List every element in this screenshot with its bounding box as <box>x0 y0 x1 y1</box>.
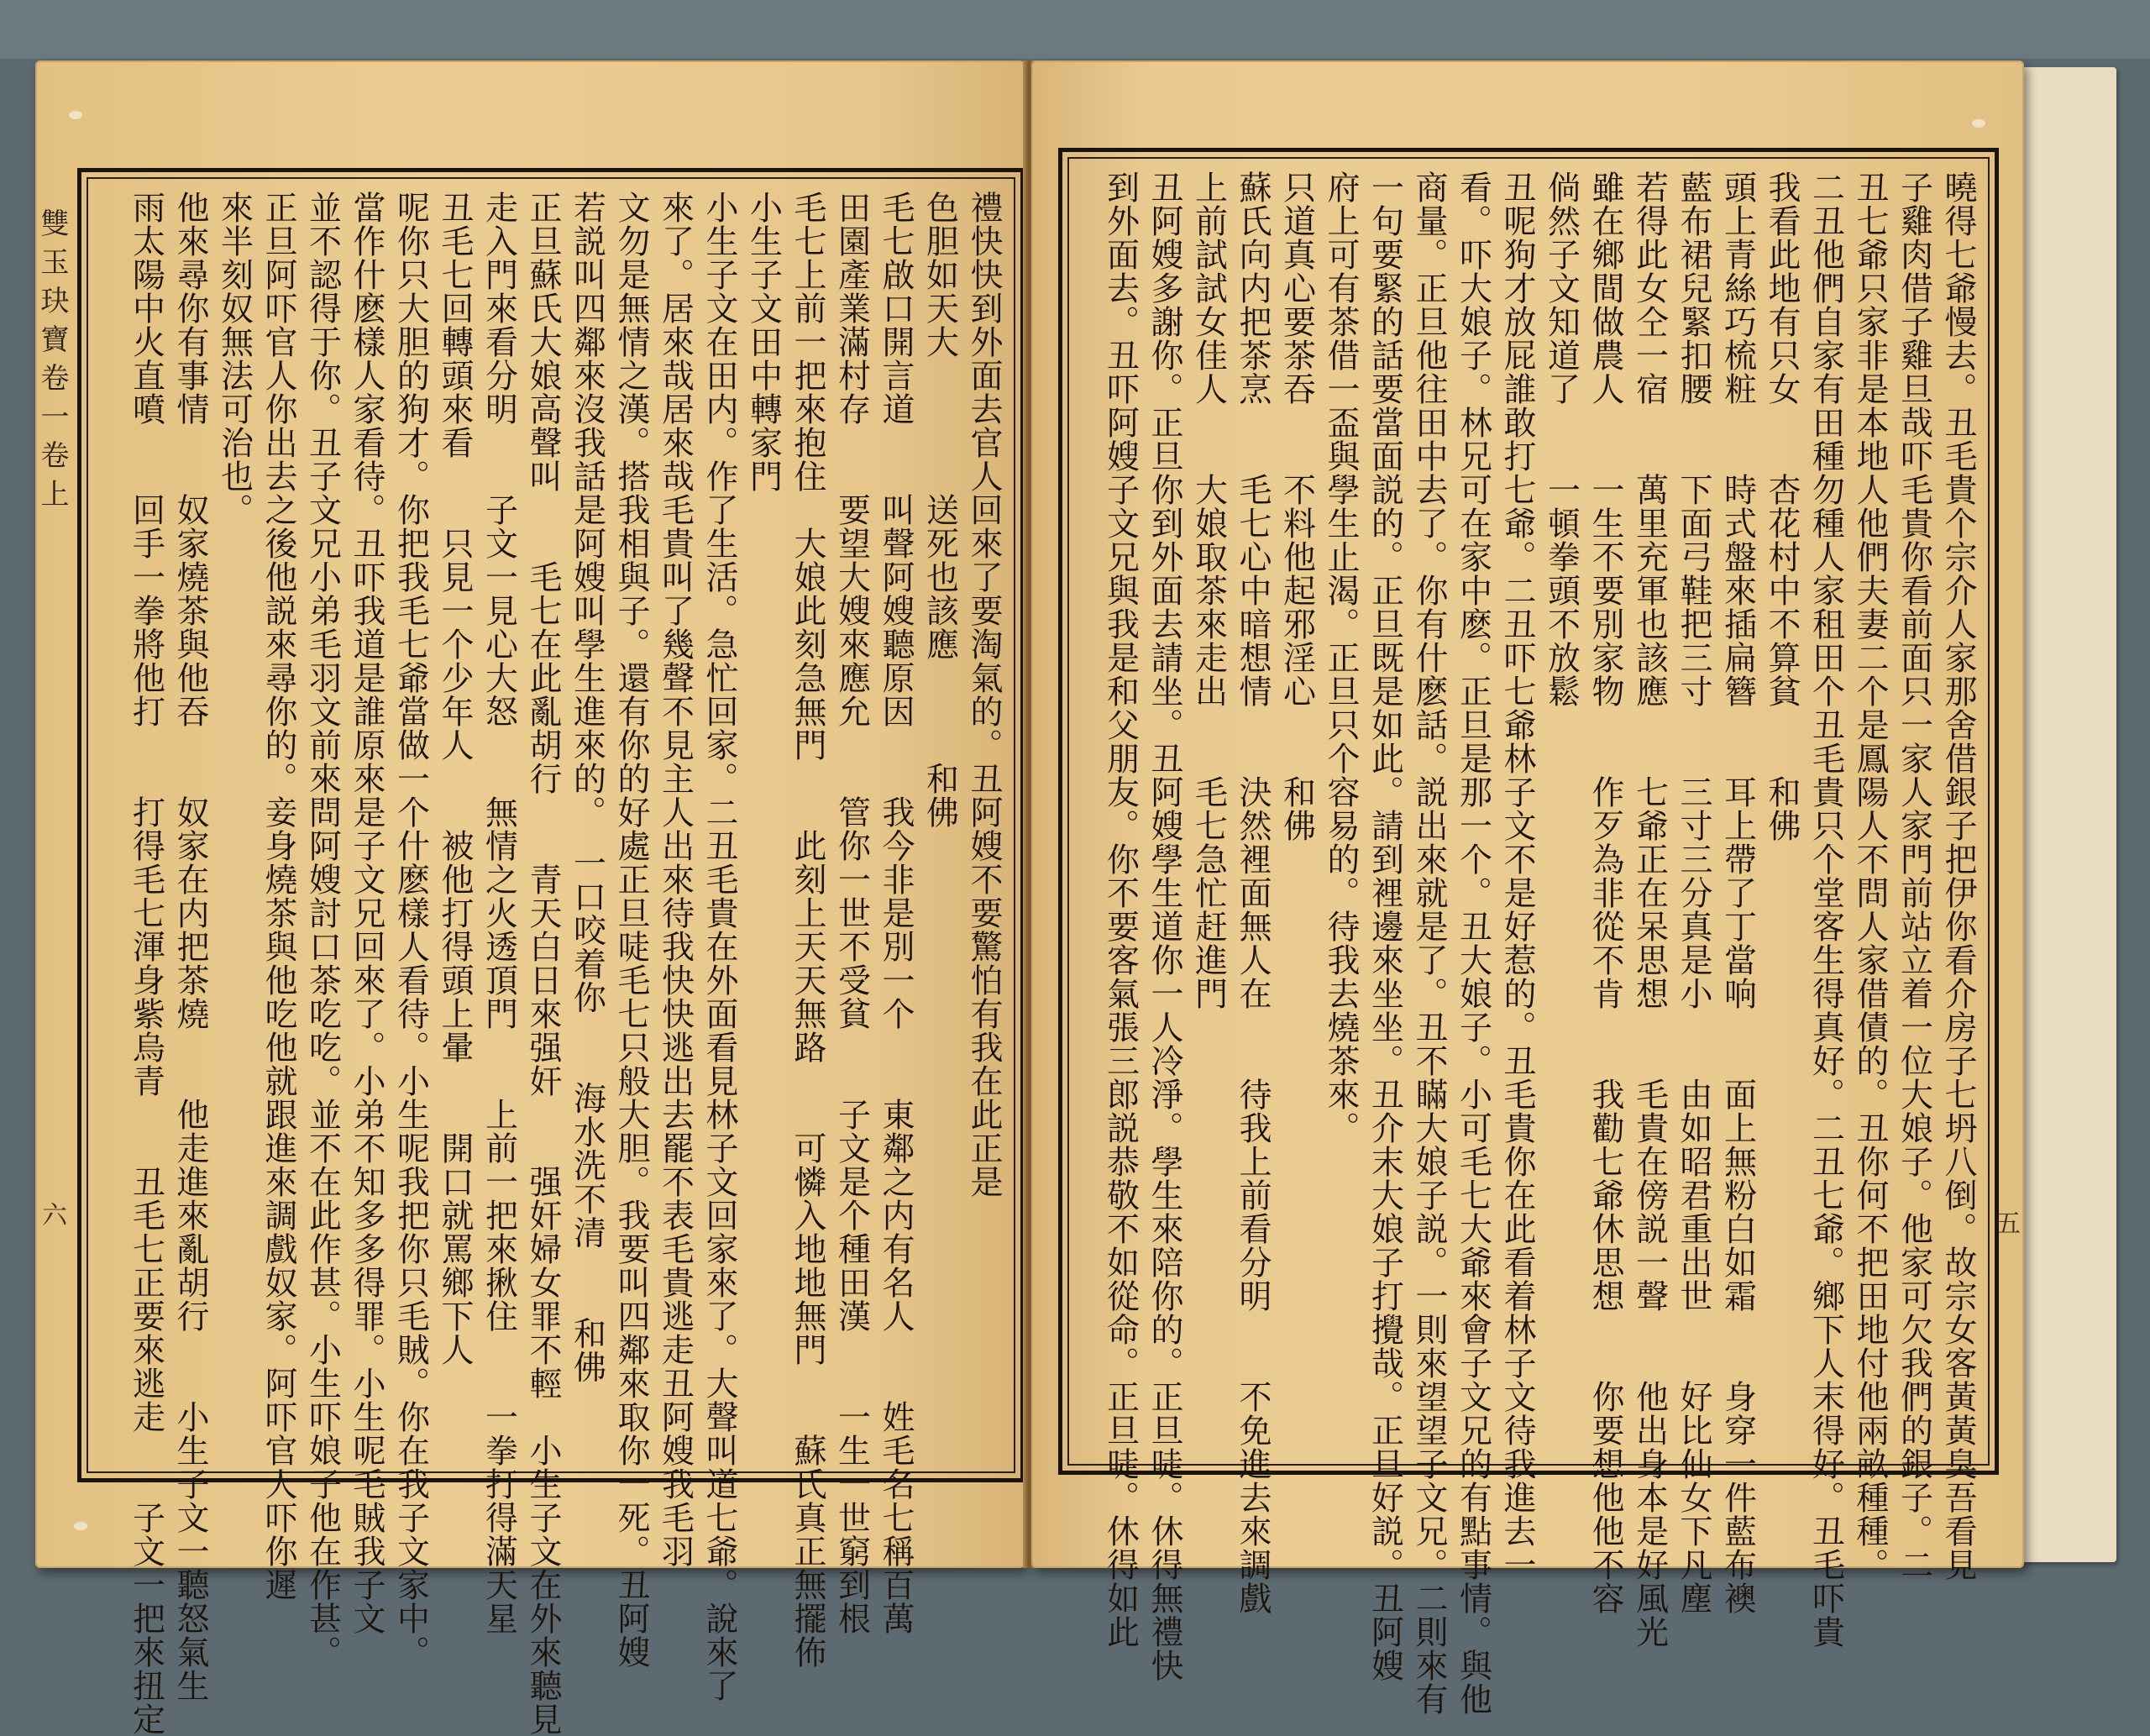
binding-hole <box>69 111 82 119</box>
text-column: 若説叫四鄰來沒我話是阿嫂叫學生進來的。 一口咬着你 海水洗不清 和佛 <box>568 191 606 1384</box>
text-column: 子雞肉借子雞旦哉吓毛貴你看前面只一家人家門前站立着一位大娘子。他家可欠我們的銀子。二 <box>1895 170 1933 1581</box>
margin-title: 雙玉玦寶卷一卷上 <box>35 208 69 517</box>
text-column: 倘然子文知道了 一頓拳頭不放鬆 <box>1542 170 1581 708</box>
text-column: 正旦阿吓官人你出去之後他説來尋你的。妾身燒茶與他吃他就跟進來調戲奴家。阿吓官人吓你遲 <box>260 191 297 1602</box>
text-column: 毛七上前一把來抱住 大娘此刻急無門 此刻上天天無路 可憐入地地無門 蘇氏真正無擺佈 <box>789 191 826 1669</box>
left-page <box>35 60 1025 1736</box>
right-page <box>1031 60 2024 1716</box>
text-column: 丑七爺只家非是本地人他們夫妻二个是鳳陽人不問人家借債的。丑你何不把田地付他兩畝種種。 <box>1851 170 1889 1581</box>
text-column: 看。吓大娘子。林兄可在家中麽。正旦是那一个。丑大娘子。小可毛七大爺來會子文兄的有點事情。與他 <box>1454 170 1492 1716</box>
text-column: 來了。居來哉居來哉毛貴叫了幾聲不見主人出來待我快快逃出去罷不表毛貴逃走丑阿嫂我毛羽 <box>656 191 695 1568</box>
table-background <box>0 0 2150 59</box>
right-page-number: 五 <box>1995 1209 2021 1239</box>
text-column: 色胆如天大 送死也該應 和佛 <box>920 191 959 829</box>
text-column: 藍布裙兒緊扣腰 下面弓鞋把三寸 三寸三分真是小 由如昭君重出世 好比仙女下凡塵 <box>1675 170 1712 1615</box>
text-column: 府上可有茶借一盃與學生止渴。正旦只个容易的。待我去燒茶來。 <box>1322 170 1360 1145</box>
right-text-frame <box>1058 148 1999 1716</box>
text-column: 來半刻奴無法可治也。 <box>215 191 254 527</box>
text-column: 並不認得于你。丑子文兄小弟毛羽文前來問阿嫂討口茶吃吃。並不在此作甚。小生吓娘子他在作甚。 <box>303 191 342 1669</box>
binding-hole <box>74 1522 87 1530</box>
text-column: 丑呢狗才放屁誰敢打七爺。二丑吓七爺林子文不是好惹的。丑毛貴你在此看着林子文待我進去一 <box>1498 170 1536 1581</box>
text-column: 丑毛七回轉頭來看 只見一个少年人 被他打得頭上暈 開口就罵鄉下人 <box>436 191 474 1366</box>
text-column: 雨太陽中火直噴 回手一拳將他打 打得毛七渾身紫烏青 丑毛七正要來逃走 子文一把來扭定 <box>127 191 165 1736</box>
text-column: 二丑他們自家有田種勿種人家租田个丑毛貴只个堂客生得真好。二丑七爺。鄉下人末得好。丑毛吓貴 <box>1807 170 1845 1649</box>
text-column: 商量。正旦他往田中去了。你有什麽話。説出來就是了。丑不瞞大娘子説。一則來望望子文兄。二則來有 <box>1410 170 1448 1716</box>
right-page-text <box>1078 170 1980 1716</box>
text-column: 走入門來看分明 子文一見心大怒 無情之火透頂門 上前一把來揪住 一拳打得滿天星 <box>480 191 518 1635</box>
text-column: 毛七啟口開言道 叫聲阿嫂聽原因 我今非是別一个 東鄰之内有名人 姓毛名七稱百萬 <box>877 191 915 1635</box>
binding-hole <box>1972 119 1985 128</box>
text-column: 文勿是無情之漢。搭我相與子。還有你的好處正旦唗毛七只般大胆。我要叫四鄰來取你一死。丑阿嫂 <box>612 191 650 1669</box>
text-column: 小生子文田中轉家門 <box>744 191 783 493</box>
text-column: 蘇氏向内把茶烹 毛七心中暗想情 決然裡面無人在 待我上前看分明 不免進去來調戲 <box>1234 170 1272 1615</box>
text-column: 丑阿嫂多謝你。正旦你到外面去請坐。丑阿嫂學生道你一人冷淨。學生來陪你的。正旦唗。休得無禮快 <box>1146 170 1183 1682</box>
text-column: 頭上青絲巧梳粧 時式盤來插扁簪 耳上帶了丁當响 面上無粉白如霜 身穿一件藍布襖 <box>1718 170 1757 1615</box>
text-column: 雖在鄉間做農人 一生不要別家物 作歹為非從不肯 我勸七爺休思想 你要想他他不容 <box>1586 170 1624 1615</box>
text-column: 到外面去。丑吓阿嫂子文兄與我是和父朋友。你不要客氣張三郎説恭敬不如從命。正旦唗。休得如此 <box>1101 170 1140 1649</box>
text-column: 若得此女仝一宿 萬里充軍也該應 七爺正在呆思想 毛貴在傍説一聲 他出身本是好風光 <box>1630 170 1669 1649</box>
text-column: 田園產業滿村存 要望大嫂來應允 管你一世不受貧 子文是个種田漢 一生一世窮到根 <box>832 191 871 1635</box>
text-column: 曉得七爺慢去。丑毛貴个宗介人家那舍借銀子把伊你看介房子七坍八倒。故宗女客黃黃臭吾看見 <box>1939 170 1977 1581</box>
text-column: 呢你只大胆的狗才。你把我毛七爺當做一个什麽樣人看待。小生呢我把你只毛賊。你在我子文家中。 <box>391 191 430 1669</box>
text-column: 我看此地有只女 杏花村中不算貧 和佛 <box>1763 170 1801 842</box>
text-column: 禮快快到外面去官人回來了要淘氣的。丑阿嫂不要驚怕有我在此正是 <box>965 191 1003 1198</box>
text-column: 只道真心要茶吞 不料他起邪淫心 和佛 <box>1277 170 1316 842</box>
text-column: 他來尋你有事情 奴家燒茶與他吞 奴家在内把茶燒 他走進來亂胡行 小生子文一聽怒氣生 <box>171 191 209 1702</box>
left-text-frame <box>77 168 1025 1736</box>
text-column: 小生子文在田内。作了生活。急忙回家。二丑毛貴在外面看見林子文回家來了。大聲叫道七爺。說來了 <box>700 191 738 1702</box>
text-column: 正旦蘇氏大娘高聲叫 毛七在此亂胡行 青天白日來强奸 强奸婦女罪不輕 小生子文在外來聽見 <box>524 191 562 1736</box>
left-page-text <box>97 191 1005 1736</box>
text-column: 一句要緊的話要當面説的。正旦既是如此。請到裡邊來坐坐。丑介末大娘子打攪哉。正旦好説。丑阿嫂 <box>1366 170 1404 1682</box>
text-column: 當作什麽樣人家看待。丑吓我道是誰原來是子文兄回來了。小弟不知多多得罪。小生呢毛賊我子文 <box>348 191 385 1635</box>
left-page-number: 六 <box>42 1201 67 1230</box>
next-page-edge <box>2016 67 2116 1562</box>
text-column: 上前試試女佳人 大娘取茶來走出 毛七急忙赶進門 <box>1189 170 1228 1010</box>
